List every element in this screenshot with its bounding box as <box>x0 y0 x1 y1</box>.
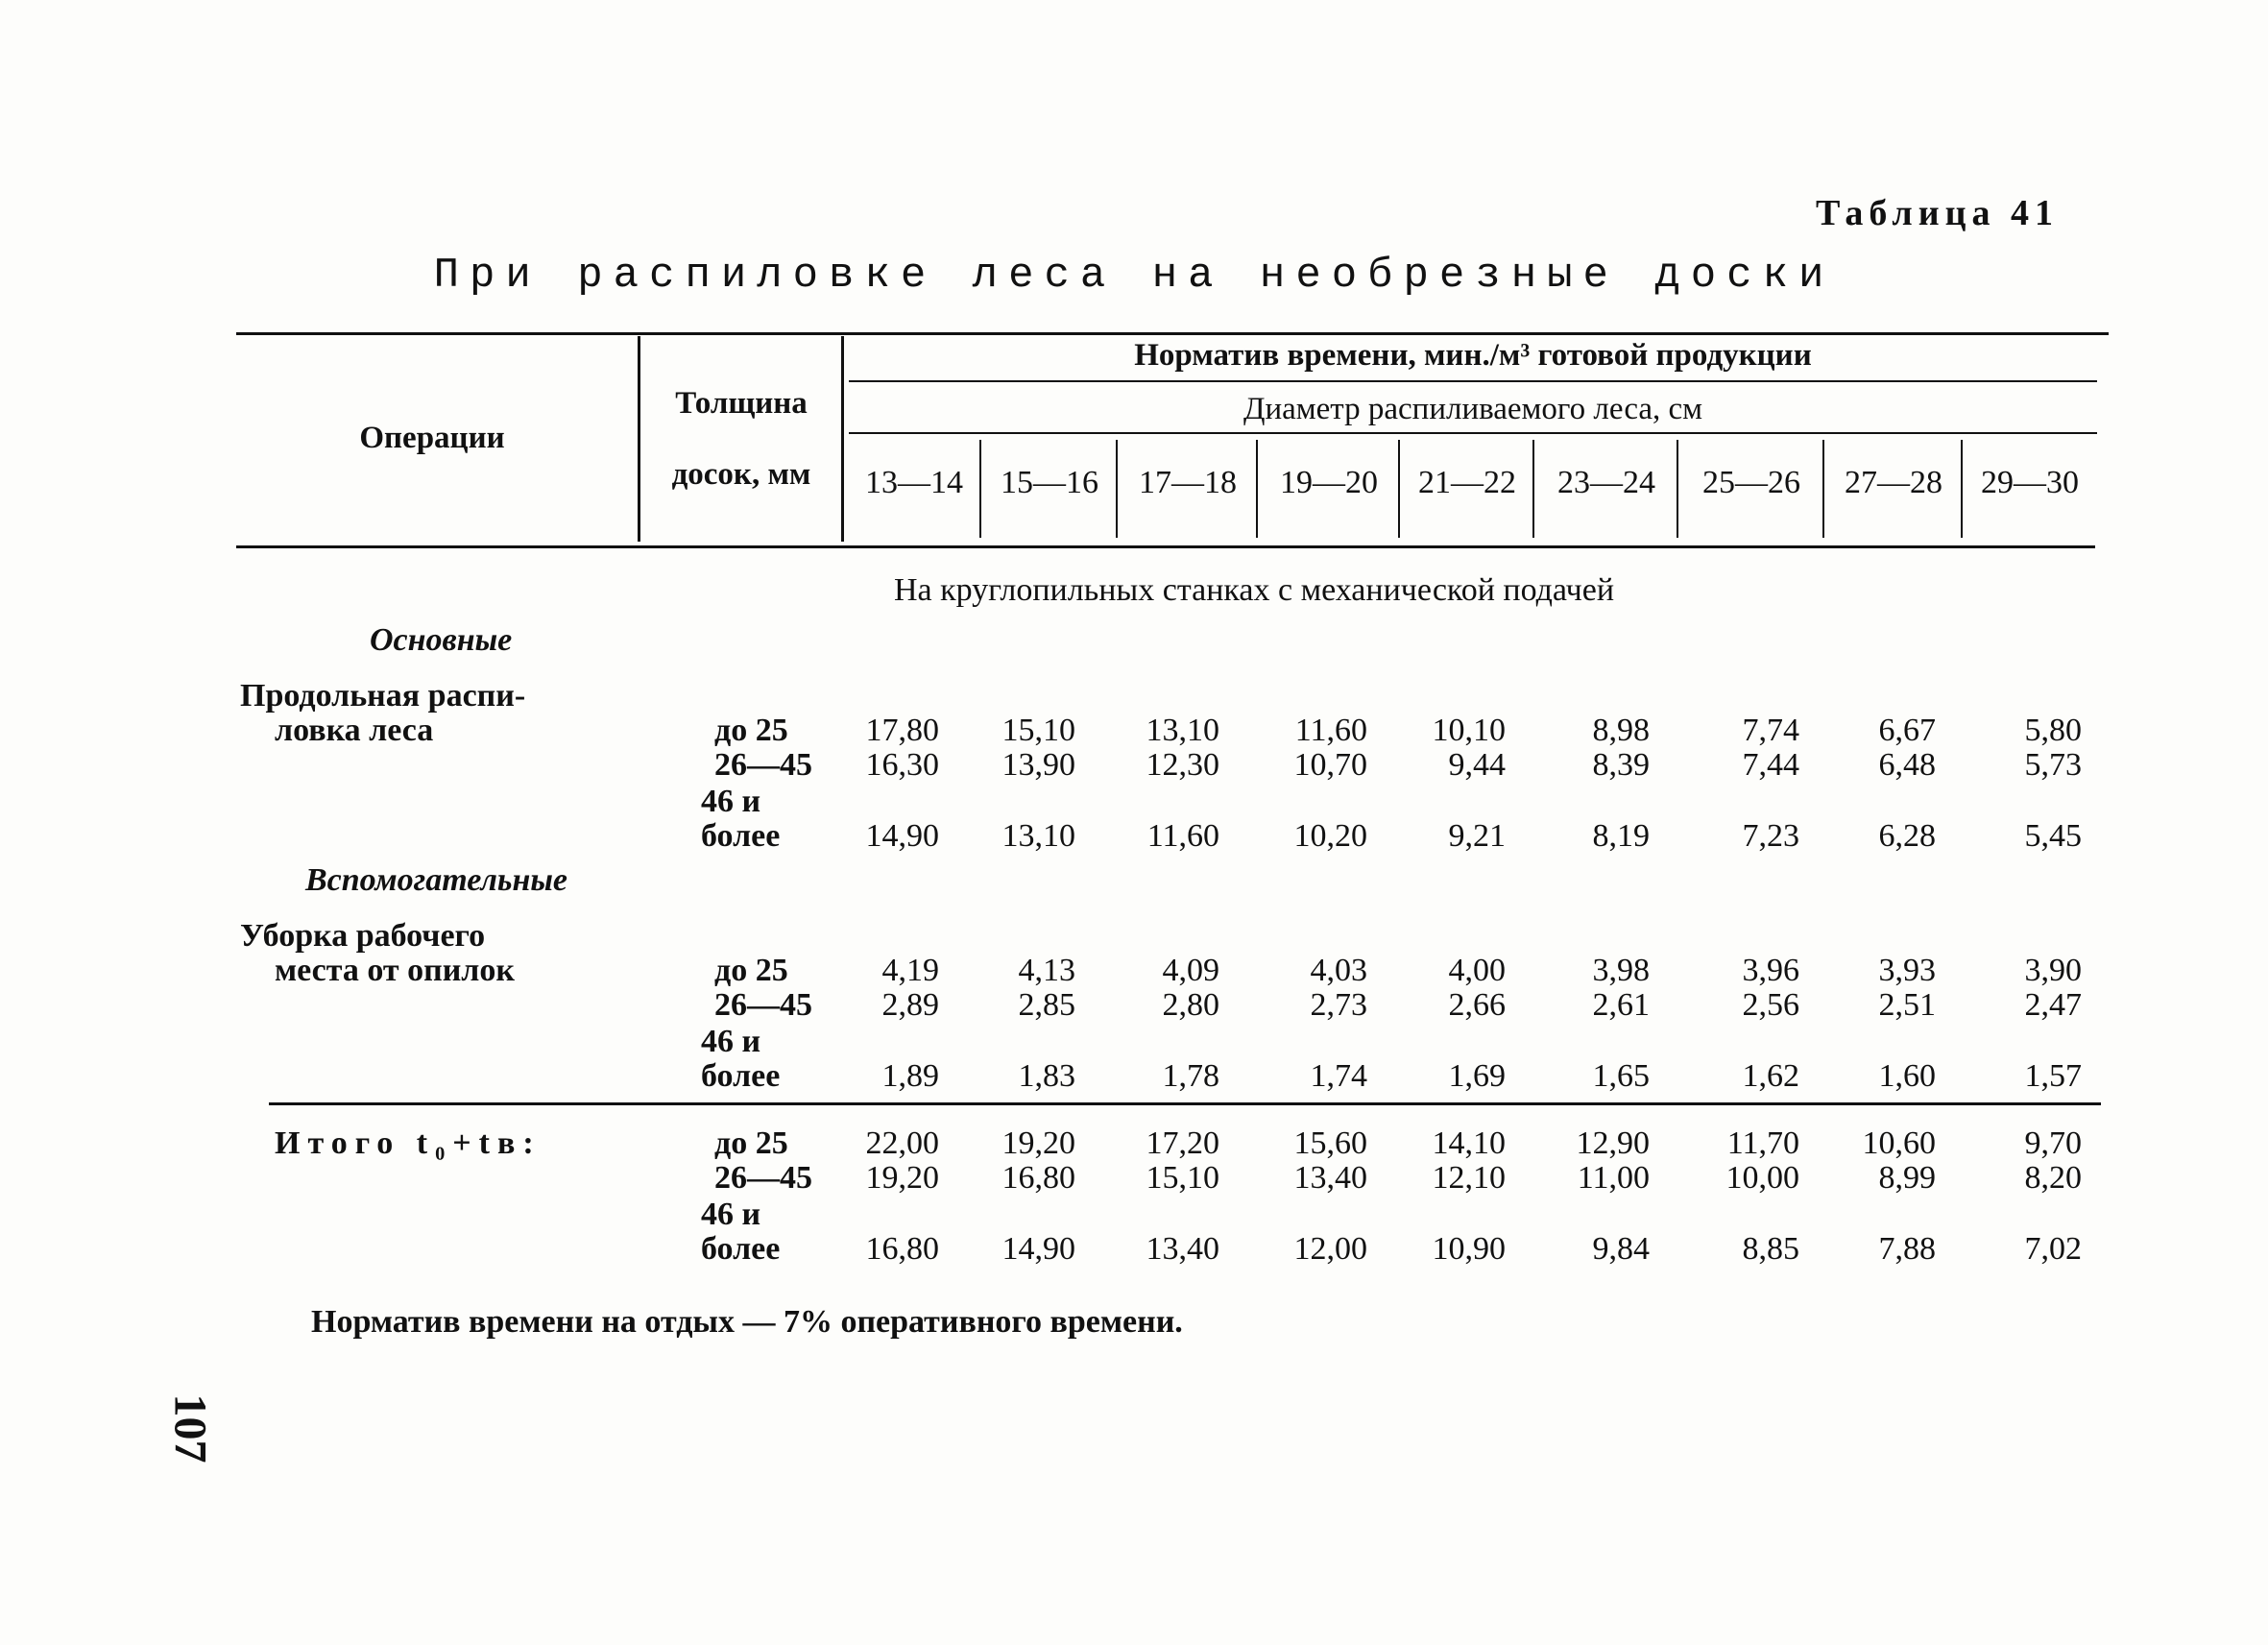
value-cell: 1,89 <box>881 1058 939 1094</box>
thickness-label: до 25 <box>714 1125 788 1161</box>
value-cell: 13,40 <box>1293 1160 1367 1196</box>
value-cell: 9,70 <box>2024 1125 2082 1161</box>
operation-aux-line2: места от опилок <box>275 953 515 988</box>
norm-rule <box>849 380 2097 382</box>
value-cell: 16,30 <box>865 747 939 783</box>
value-cell: 13,10 <box>1001 818 1075 854</box>
value-cell: 13,10 <box>1146 713 1219 748</box>
value-cell: 13,40 <box>1146 1231 1219 1267</box>
value-cell: 12,10 <box>1432 1160 1506 1196</box>
value-cell: 1,62 <box>1742 1058 1799 1094</box>
column-divider <box>1532 440 1534 538</box>
value-cell: 2,80 <box>1162 987 1219 1023</box>
value-cell: 6,67 <box>1878 713 1936 748</box>
column-divider <box>979 440 981 538</box>
table-title: При распиловке леса на необрезные доски <box>433 252 1835 300</box>
value-cell: 6,28 <box>1878 818 1936 854</box>
thickness-label: 46 и <box>701 1024 761 1059</box>
value-cell: 22,00 <box>865 1125 939 1161</box>
value-cell: 7,44 <box>1742 747 1799 783</box>
value-cell: 2,89 <box>881 987 939 1023</box>
value-cell: 12,00 <box>1293 1231 1367 1267</box>
header-diameter: Диаметр распиливаемого леса, см <box>1243 392 1703 426</box>
value-cell: 2,51 <box>1878 987 1936 1023</box>
value-cell: 11,00 <box>1577 1160 1650 1196</box>
group-label-main: Основные <box>370 622 513 658</box>
value-cell: 16,80 <box>865 1231 939 1267</box>
value-cell: 9,84 <box>1592 1231 1650 1267</box>
thickness-label: 26—45 <box>714 987 812 1023</box>
value-cell: 7,74 <box>1742 713 1799 748</box>
value-cell: 3,98 <box>1592 953 1650 988</box>
value-cell: 5,80 <box>2024 713 2082 748</box>
value-cell: 9,21 <box>1448 818 1506 854</box>
header-top-rule <box>236 332 2109 335</box>
value-cell: 9,44 <box>1448 747 1506 783</box>
value-cell: 10,70 <box>1293 747 1367 783</box>
value-cell: 1,57 <box>2024 1058 2082 1094</box>
value-cell: 2,73 <box>1310 987 1367 1023</box>
value-cell: 16,80 <box>1001 1160 1075 1196</box>
value-cell: 10,20 <box>1293 818 1367 854</box>
column-header: 25—26 <box>1702 465 1800 500</box>
footer-note: Норматив времени на отдых — 7% оперативного времени. <box>311 1304 1183 1340</box>
value-cell: 14,90 <box>1001 1231 1075 1267</box>
value-cell: 14,10 <box>1432 1125 1506 1161</box>
column-divider <box>1116 440 1118 538</box>
value-cell: 3,96 <box>1742 953 1799 988</box>
value-cell: 4,00 <box>1448 953 1506 988</box>
value-cell: 15,10 <box>1146 1160 1219 1196</box>
total-rule <box>269 1102 2101 1105</box>
column-header: 29—30 <box>1981 465 2079 500</box>
value-cell: 1,74 <box>1310 1058 1367 1094</box>
value-cell: 1,60 <box>1878 1058 1936 1094</box>
value-cell: 4,19 <box>881 953 939 988</box>
thickness-label: более <box>701 1231 781 1267</box>
value-cell: 11,70 <box>1726 1125 1799 1161</box>
value-cell: 5,45 <box>2024 818 2082 854</box>
value-cell: 10,90 <box>1432 1231 1506 1267</box>
value-cell: 2,66 <box>1448 987 1506 1023</box>
value-cell: 15,10 <box>1001 713 1075 748</box>
thickness-label: 26—45 <box>714 1160 812 1196</box>
value-cell: 12,90 <box>1576 1125 1650 1161</box>
header-bottom-rule <box>236 545 2095 548</box>
value-cell: 8,98 <box>1592 713 1650 748</box>
value-cell: 14,90 <box>865 818 939 854</box>
value-cell: 1,65 <box>1592 1058 1650 1094</box>
value-cell: 2,85 <box>1018 987 1075 1023</box>
value-cell: 2,61 <box>1592 987 1650 1023</box>
column-header: 19—20 <box>1280 465 1378 500</box>
header-operations: Операции <box>359 421 505 455</box>
value-cell: 8,19 <box>1592 818 1650 854</box>
header-thickness-1: Толщина <box>675 386 808 421</box>
total-label: Итого t₀+tв: <box>275 1125 542 1161</box>
column-header: 23—24 <box>1557 465 1655 500</box>
thickness-label: до 25 <box>714 713 788 748</box>
value-cell: 6,48 <box>1878 747 1936 783</box>
value-cell: 17,20 <box>1146 1125 1219 1161</box>
value-cell: 7,02 <box>2024 1231 2082 1267</box>
value-cell: 8,85 <box>1742 1231 1799 1267</box>
value-cell: 1,78 <box>1162 1058 1219 1094</box>
diameter-rule <box>849 432 2097 434</box>
value-cell: 19,20 <box>1001 1125 1075 1161</box>
section-title: На круглопильных станках с механической подачей <box>893 572 1615 608</box>
value-cell: 7,88 <box>1878 1231 1936 1267</box>
header-thickness-2: досок, мм <box>671 457 811 492</box>
value-cell: 2,56 <box>1742 987 1799 1023</box>
value-cell: 10,60 <box>1862 1125 1936 1161</box>
value-cell: 2,47 <box>2024 987 2082 1023</box>
value-cell: 4,13 <box>1018 953 1075 988</box>
value-cell: 1,83 <box>1018 1058 1075 1094</box>
value-cell: 13,90 <box>1001 747 1075 783</box>
value-cell: 10,00 <box>1725 1160 1799 1196</box>
thickness-label: 46 и <box>701 784 761 819</box>
operation-aux-line1: Уборка рабочего <box>240 918 486 954</box>
column-header: 15—16 <box>1001 465 1098 500</box>
col-divider-thickness <box>638 336 640 542</box>
value-cell: 19,20 <box>865 1160 939 1196</box>
operation-main-line2: ловка леса <box>275 713 434 748</box>
thickness-label: до 25 <box>714 953 788 988</box>
group-label-aux: Вспомогательные <box>305 862 568 898</box>
value-cell: 1,69 <box>1448 1058 1506 1094</box>
value-cell: 5,73 <box>2024 747 2082 783</box>
column-divider <box>1256 440 1258 538</box>
value-cell: 11,60 <box>1146 818 1219 854</box>
column-header: 27—28 <box>1845 465 1942 500</box>
page-number: 107 <box>164 1393 216 1464</box>
table-number: Таблица 41 <box>1815 193 2059 233</box>
column-header: 21—22 <box>1418 465 1516 500</box>
column-header: 13—14 <box>865 465 963 500</box>
thickness-label: 46 и <box>701 1197 761 1232</box>
column-header: 17—18 <box>1139 465 1237 500</box>
column-divider <box>1822 440 1824 538</box>
column-divider <box>1677 440 1678 538</box>
value-cell: 10,10 <box>1432 713 1506 748</box>
value-cell: 4,09 <box>1162 953 1219 988</box>
value-cell: 12,30 <box>1146 747 1219 783</box>
value-cell: 4,03 <box>1310 953 1367 988</box>
column-divider <box>1961 440 1963 538</box>
thickness-label: более <box>701 818 781 854</box>
value-cell: 11,60 <box>1294 713 1367 748</box>
value-cell: 8,99 <box>1878 1160 1936 1196</box>
header-norm-time: Норматив времени, мин./м³ готовой продукции <box>1134 338 1812 373</box>
thickness-label: 26—45 <box>714 747 812 783</box>
value-cell: 8,39 <box>1592 747 1650 783</box>
value-cell: 3,93 <box>1878 953 1936 988</box>
value-cell: 7,23 <box>1742 818 1799 854</box>
value-cell: 3,90 <box>2024 953 2082 988</box>
value-cell: 8,20 <box>2024 1160 2082 1196</box>
column-divider <box>1398 440 1400 538</box>
col-divider-values <box>841 336 844 542</box>
value-cell: 17,80 <box>865 713 939 748</box>
operation-main-line1: Продольная распи- <box>240 678 526 714</box>
thickness-label: более <box>701 1058 781 1094</box>
value-cell: 15,60 <box>1293 1125 1367 1161</box>
